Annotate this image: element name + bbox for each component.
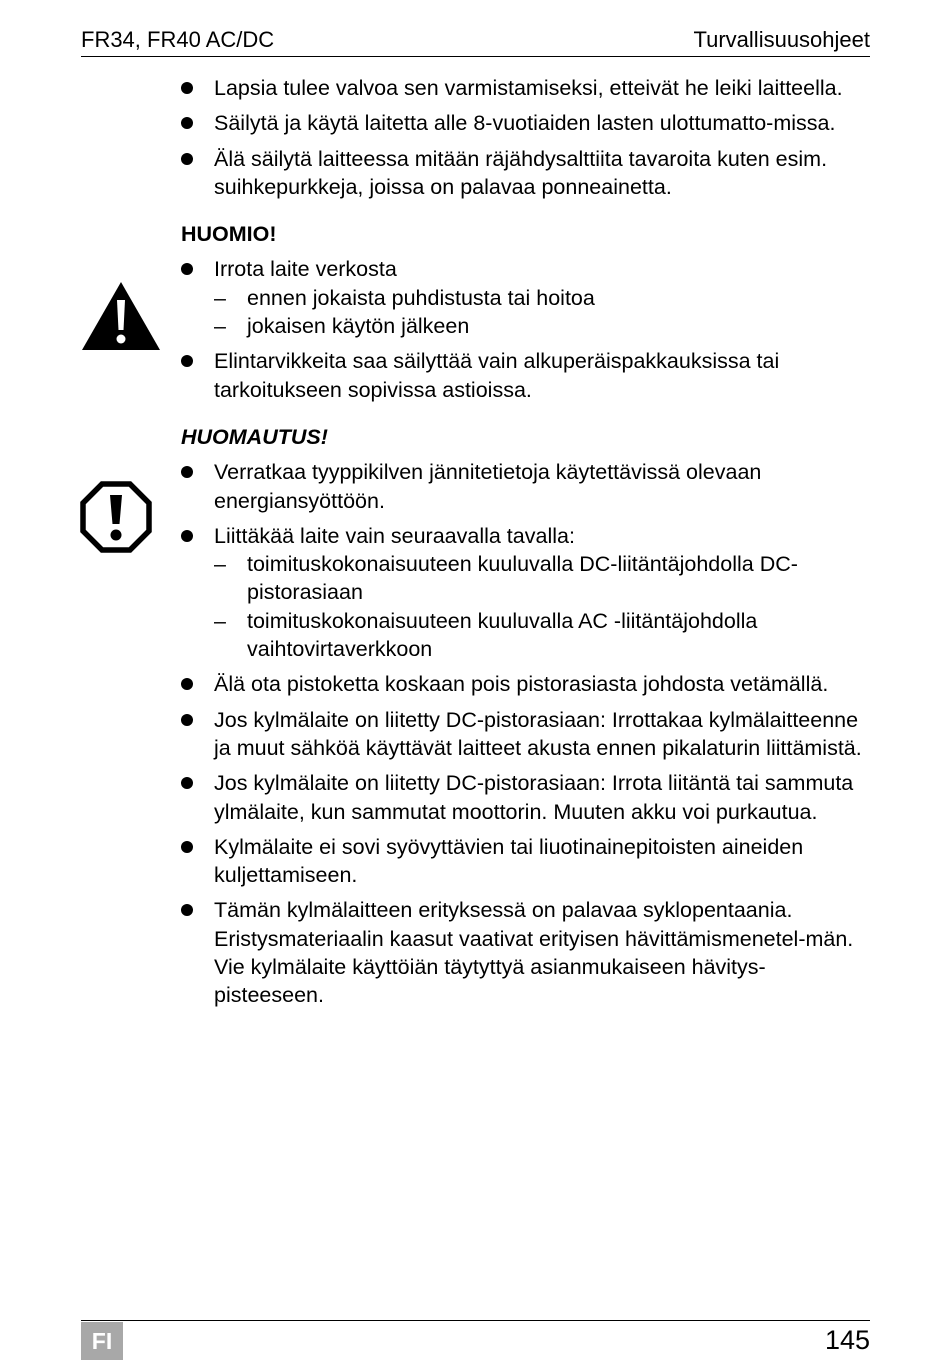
- footer-rule: [81, 1320, 870, 1321]
- language-badge: FI: [81, 1322, 123, 1360]
- bullet-icon: [181, 530, 193, 542]
- list-item: Tämän kylmälaitteen erityksessä on palavaa syklopentaania. Eristysmateriaalin kaasut vaativat erityisen hävittämismenetel-män. Vie kylmälaite käyttöiän täytyttyä asianmukaiseen hävitys-pisteeseen.: [181, 896, 871, 1009]
- list-item: Säilytä ja käytä laitetta alle 8-vuotiaiden lasten ulottumatto-missa.: [181, 109, 871, 137]
- page-header: [81, 26, 870, 57]
- bullet-icon: [181, 153, 193, 165]
- list-item: Älä ota pistoketta koskaan pois pistorasiasta johdosta vetämällä.: [181, 670, 871, 698]
- list-item: Elintarvikkeita saa säilyttää vain alkuperäispakkauksissa tai tarkoitukseen sopivissa astioissa.: [181, 347, 871, 404]
- sub-item: – ennen jokaista puhdistusta tai hoitoa: [214, 285, 595, 310]
- intro-list: [181, 74, 871, 201]
- list-item: Jos kylmälaite on liitetty DC-pistorasiaan: Irrottakaa kylmälaitteenne ja muut sähköä käyttävät laitteet akusta ennen pikalaturin liittämistä.: [181, 706, 871, 763]
- list-item: Kylmälaite ei sovi syövyttävien tai liuotinainepitoisten aineiden kuljettamiseen.: [181, 833, 871, 890]
- warning-heading: HUOMIO!: [181, 222, 277, 247]
- bullet-icon: [181, 263, 193, 275]
- list-item: Irrota laite verkosta – ennen jokaista puhdistusta tai hoitoa – jokaisen käytön jälkeen: [181, 255, 871, 340]
- page-number: 145: [824, 1325, 870, 1355]
- sub-item: – toimituskokonaisuuteen kuuluvalla AC -liitäntäjohdolla vaihtovirtaverkkoon: [214, 608, 758, 662]
- sub-item: – jokaisen käytön jälkeen: [214, 314, 470, 339]
- list-item: Verratkaa tyyppikilven jännitetietoja käytettävissä olevaan energiansyöttöön.: [181, 458, 871, 515]
- header-section-title: Turvallisuusohjeet: [693, 27, 870, 52]
- bullet-icon: [181, 714, 193, 726]
- notice-heading: HUOMAUTUS!: [181, 424, 328, 449]
- bullet-icon: [181, 117, 193, 129]
- list-item: Jos kylmälaite on liitetty DC-pistorasiaan: Irrota liitäntä tai sammuta ylmälaite, kun sammutat moottorin. Muuten akku voi purkautua.: [181, 769, 871, 826]
- bullet-icon: [181, 82, 193, 94]
- bullet-icon: [181, 777, 193, 789]
- list-item: Liittäkää laite vain seuraavalla tavalla: – toimituskokonaisuuteen kuuluvalla DC-liitäntäjohdolla DC-pistorasiaan – toimituskokonaisuuteen kuuluvalla AC -liitäntäjohdolla vaihtovirtaverkkoon: [181, 522, 871, 663]
- header-product: FR34, FR40 AC/DC: [81, 27, 275, 52]
- content: [181, 74, 871, 1017]
- notice-section: [181, 423, 871, 1010]
- warning-section: [181, 220, 871, 404]
- list-item: Lapsia tulee valvoa sen varmistamiseksi, etteivät he leiki laitteella.: [181, 74, 871, 102]
- octagon-exclamation-icon: [80, 481, 152, 553]
- bullet-icon: [181, 355, 193, 367]
- bullet-icon: [181, 841, 193, 853]
- warning-triangle-icon: [81, 280, 161, 352]
- bullet-icon: [181, 466, 193, 478]
- bullet-icon: [181, 678, 193, 690]
- bullet-icon: [181, 904, 193, 916]
- sub-item: – toimituskokonaisuuteen kuuluvalla DC-liitäntäjohdolla DC-pistorasiaan: [214, 552, 798, 605]
- list-item: Älä säilytä laitteessa mitään räjähdysalttiita tavaroita kuten esim. suihkepurkkeja, joissa on palavaa ponneainetta.: [181, 145, 871, 202]
